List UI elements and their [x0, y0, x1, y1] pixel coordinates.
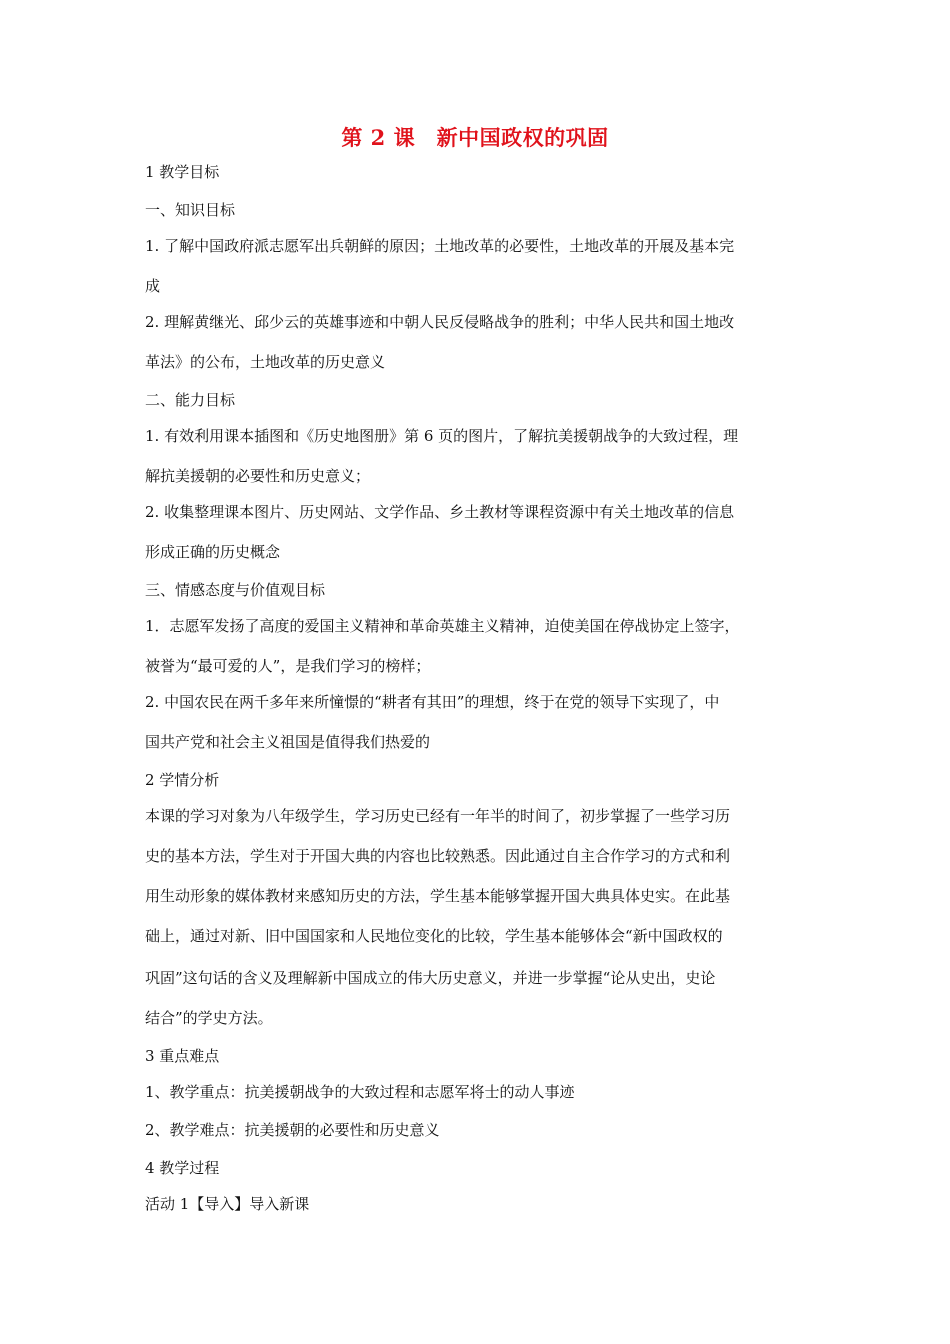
text-line: 史的基本方法，学生对于开国大典的内容也比较熟悉。因此通过自主合作学习的方式和利: [145, 847, 731, 865]
text-line: 3 重点难点: [145, 1047, 220, 1065]
text-line: 1. 有效利用课本插图和《历史地图册》第 6 页的图片，了解抗美援朝战争的大致过程，理: [145, 427, 739, 445]
text-line: 成: [145, 277, 161, 295]
lesson-title: 第 2 课 新中国政权的巩固: [341, 125, 609, 150]
text-line: 本课的学习对象为八年级学生，学习历史已经有一年半的时间了，初步掌握了一些学习历: [145, 807, 731, 825]
text-line: 巩固”这句话的含义及理解新中国成立的伟大历史意义，并进一步掌握“论从史出，史论: [145, 969, 716, 987]
text-line: 二、能力目标: [145, 391, 236, 409]
text-line: 国共产党和社会主义祖国是值得我们热爱的: [145, 733, 431, 751]
text-line: 被誉为“最可爱的人”，是我们学习的榜样；: [145, 657, 431, 675]
text-line: 活动 1【导入】导入新课: [145, 1195, 310, 1213]
text-line: 解抗美援朝的必要性和历史意义；: [145, 467, 371, 485]
text-line: 1．志愿军发扬了高度的爱国主义精神和革命英雄主义精神，迫使美国在停战协定上签字，: [145, 617, 740, 635]
text-line: 4 教学过程: [145, 1159, 220, 1177]
text-line: 1 教学目标: [145, 163, 220, 181]
text-line: 结合”的学史方法。: [145, 1009, 273, 1027]
text-line: 2 学情分析: [145, 771, 220, 789]
text-line: 三、情感态度与价值观目标: [145, 581, 326, 599]
text-line: 2、教学难点：抗美援朝的必要性和历史意义: [145, 1121, 440, 1139]
text-line: 础上，通过对新、旧中国国家和人民地位变化的比较，学生基本能够体会“新中国政权的: [145, 927, 723, 945]
text-line: 用生动形象的媒体教材来感知历史的方法，学生基本能够掌握开国大典具体史实。在此基: [145, 887, 731, 905]
text-line: 2. 收集整理课本图片、历史网站、文学作品、乡土教材等课程资源中有关土地改革的信息: [145, 503, 735, 521]
text-line: 一、知识目标: [145, 201, 236, 219]
text-line: 形成正确的历史概念: [145, 543, 281, 561]
text-line: 2. 中国农民在两千多年来所憧憬的“耕者有其田”的理想，终于在党的领导下实现了，中: [145, 693, 720, 711]
text-line: 1. 了解中国政府派志愿军出兵朝鲜的原因；土地改革的必要性，土地改革的开展及基本完: [145, 237, 735, 255]
text-line: 2. 理解黄继光、邱少云的英雄事迹和中朝人民反侵略战争的胜利；中华人民共和国土地改: [145, 313, 735, 331]
text-line: 1、教学重点：抗美援朝战争的大致过程和志愿军将士的动人事迹: [145, 1083, 575, 1101]
text-line: 革法》的公布，土地改革的历史意义: [145, 353, 386, 371]
